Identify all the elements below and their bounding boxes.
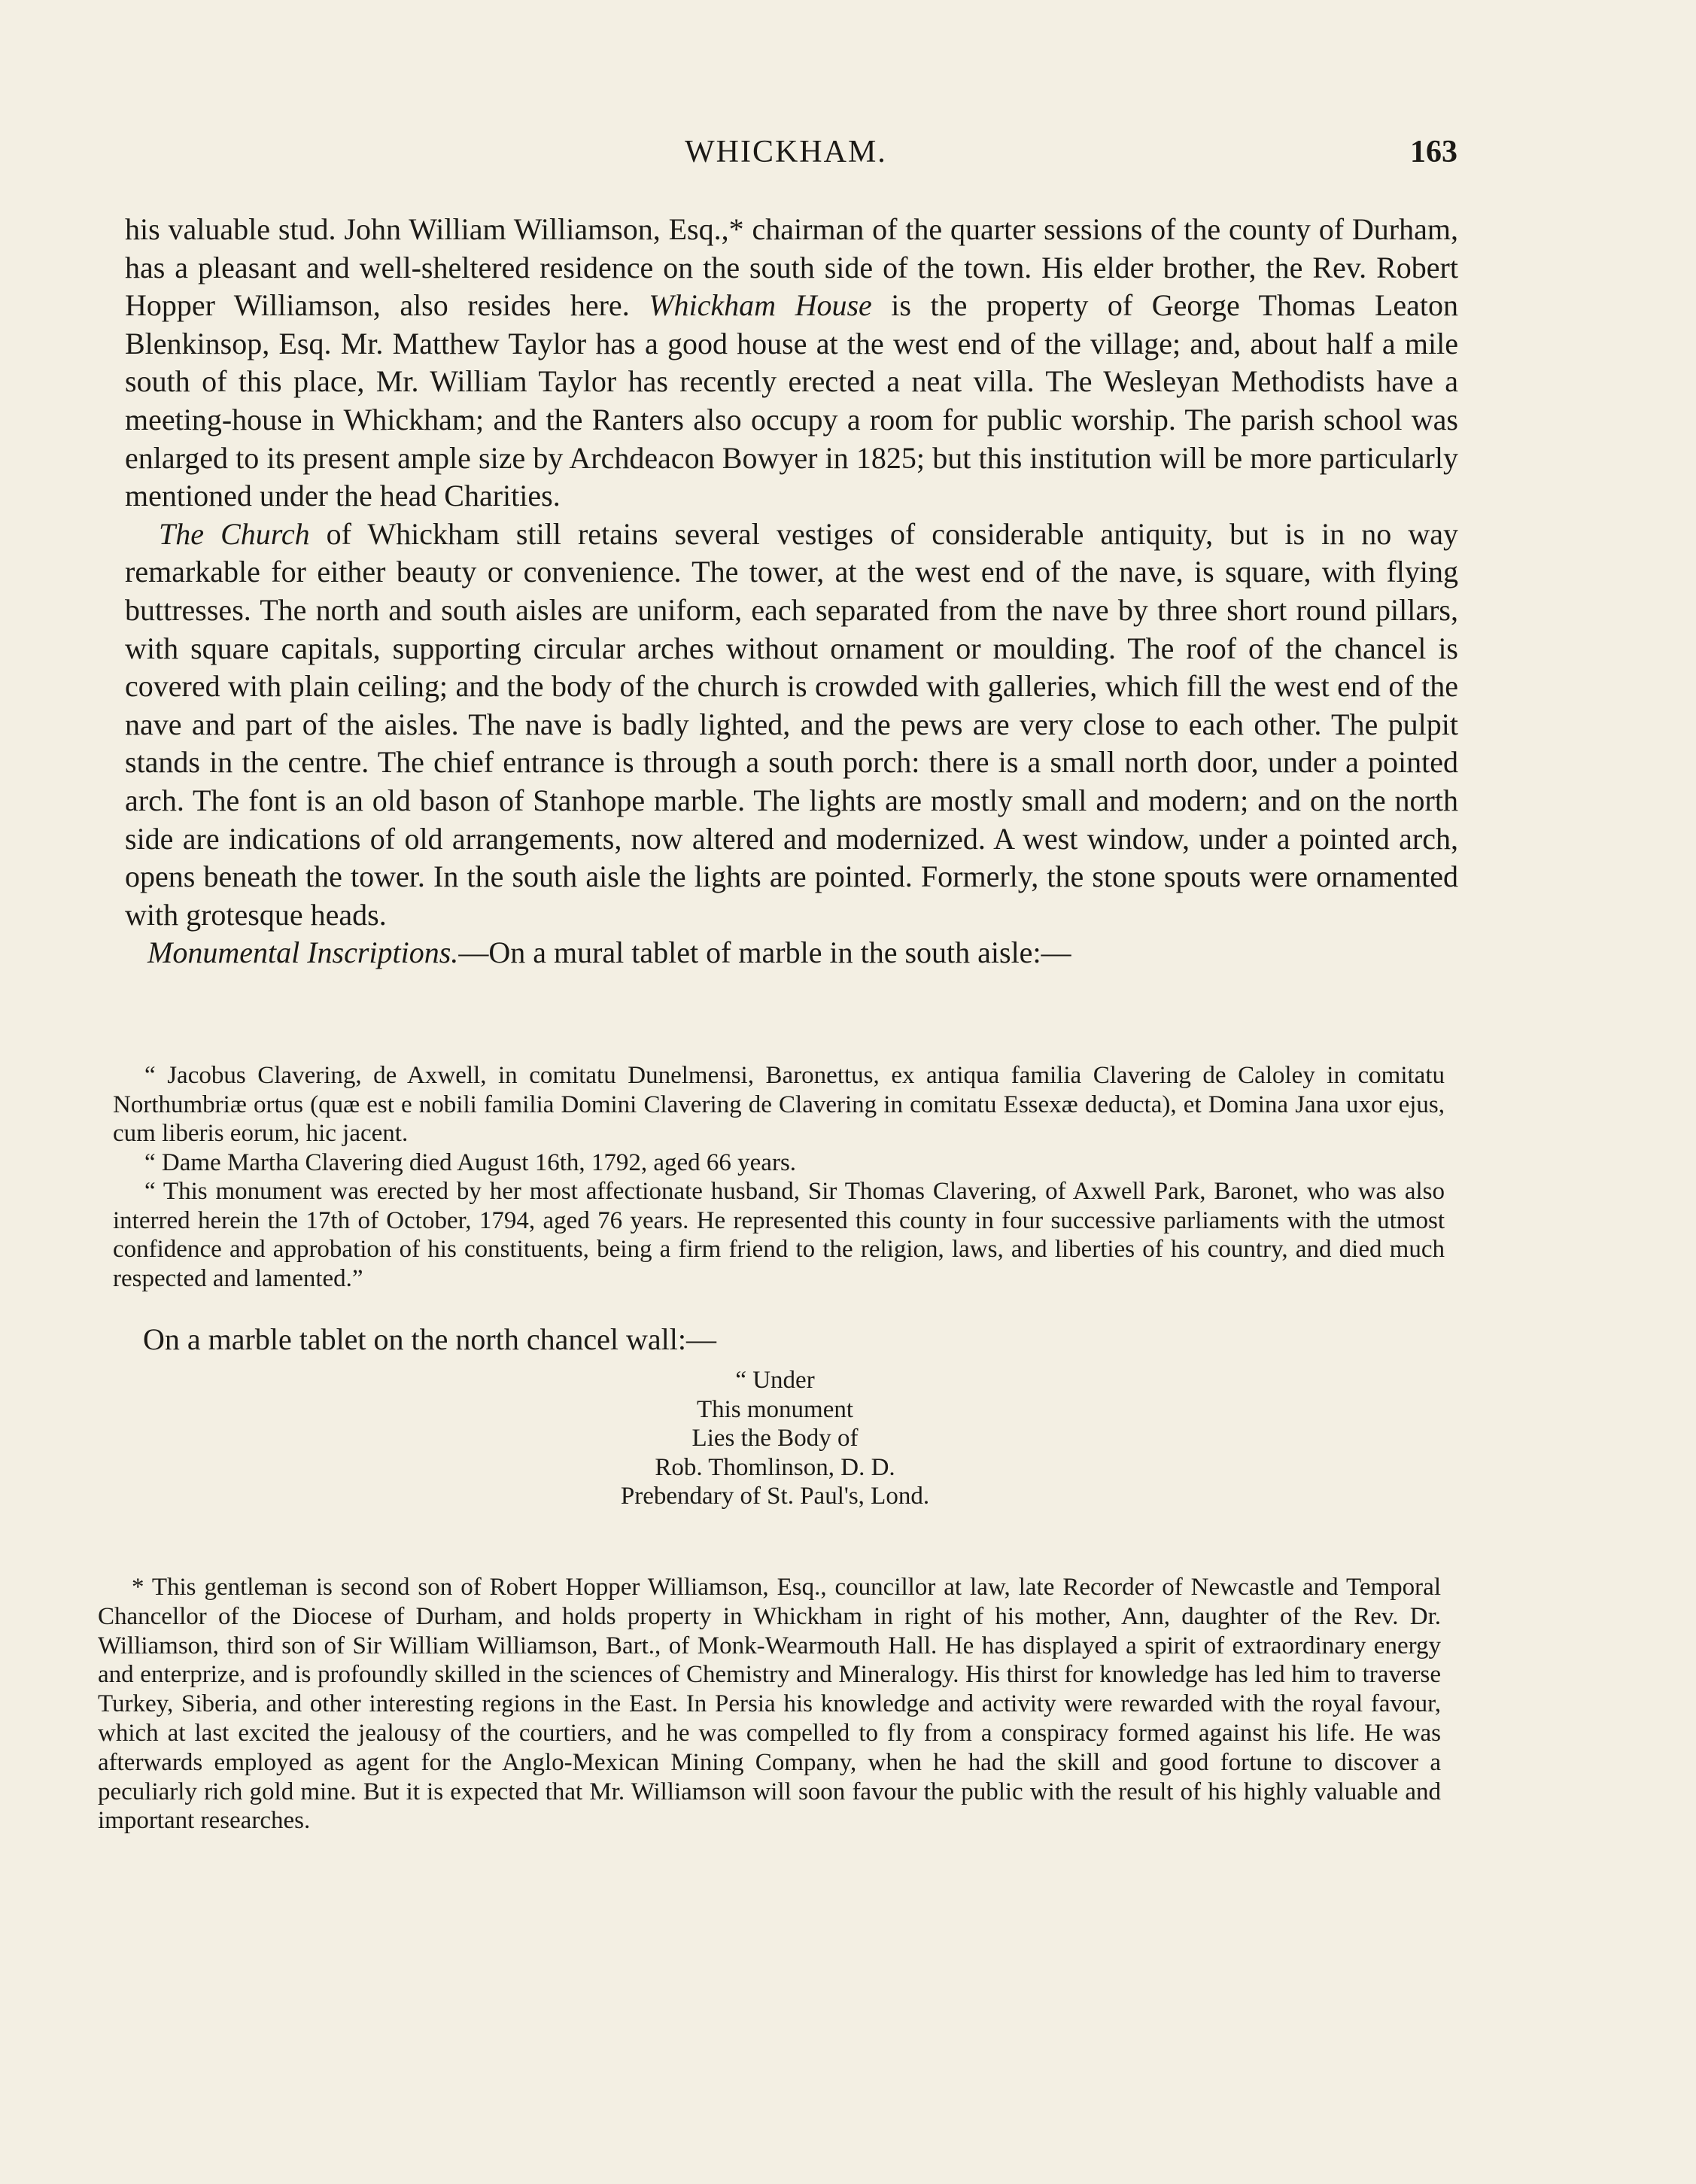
tablet-inscription (489, 1366, 1061, 1511)
section-heading-inscriptions: Monumental Inscriptions. (147, 935, 459, 970)
tablet-line: “ Under (735, 1367, 815, 1394)
paragraph-inscriptions (125, 934, 1458, 972)
paragraph-residences (125, 211, 1458, 516)
tablet-intro: On a marble tablet on the north chancel wall:— (143, 1322, 716, 1356)
inscription-line: “ Jacobus Clavering, de Axwell, in comitatu Dunelmensi, Baronettus, ex antiqua familia Clavering de Caloley in comitatu Northumbriæ ortus (quæ est e nobili familia Domini Clavering de Clavering in comitatu Essexæ deducta), et Domina Jana uxor ejus, cum liberis eorum, hic jacent. (113, 1062, 1445, 1147)
house-name: Whickham House (649, 288, 872, 323)
tablet-line: Rob. Thomlinson, D. D. (655, 1453, 895, 1481)
main-text (125, 211, 1458, 972)
footnote (98, 1573, 1441, 1836)
inscription-block (113, 1061, 1445, 1293)
tablet-line: Lies the Body of (691, 1425, 859, 1452)
page-header (0, 134, 1696, 187)
tablet-line: This monument (696, 1395, 854, 1423)
tablet-line: Prebendary of St. Paul's, Lond. (620, 1483, 930, 1510)
paragraph-text: —On a mural tablet of marble in the south aisle:— (458, 935, 1071, 970)
paragraph-text: is the property of George Thomas Leaton Blenkinsop, Esq. Mr. Matthew Taylor has a good house at the west end of the village; and, about half a mile south of this place, Mr. William Taylor has recently erected a neat villa. The Wesleyan Methodists have a meeting-house in Whickham; and the Ranters also occupy a room for public worship. The parish school was enlarged to its present ample size by Archdeacon Bowyer in 1825; but this institution will be more particularly mentioned under the head Charities. (125, 288, 1458, 513)
section-heading-church: The Church (159, 516, 310, 551)
running-title: WHICKHAM. (685, 135, 887, 169)
inscription-line: “ This monument was erected by her most affectionate husband, Sir Thomas Clavering, of Axwell Park, Baronet, who was also interred herein the 17th of October, 1794, aged 76 years. He represented this county in four successive parliaments with the utmost confidence and approbation of his constituents, being a firm friend to the religion, laws, and liberties of his country, and died much respected and lamented.” (113, 1178, 1445, 1292)
inscription-line: “ Dame Martha Clavering died August 16th, 1792, aged 66 years. (144, 1148, 797, 1176)
footnote-text: * This gentleman is second son of Robert Hopper Williamson, Esq., councillor at law, late Recorder of Newcastle and Temporal Chancellor of the Diocese of Durham, and holds property in Whickham in right of his mother, Ann, daughter of the Rev. Dr. Williamson, third son of Sir William Williamson, Bart., of Monk-Wearmouth Hall. He has displayed a spirit of extraordinary energy and enterprize, and is profoundly skilled in the sciences of Chemistry and Mineralogy. His thirst for knowledge has led him to traverse Turkey, Siberia, and other interesting regions in the East. In Persia his knowledge and activity were rewarded with the royal favour, which at last excited the jealousy of the courtiers, and he was compelled to fly from a conspiracy formed against his life. He was afterwards employed as agent for the Anglo-Mexican Mining Company, when he had the skill and good fortune to discover a peculiarly rich gold mine. But it is expected that Mr. Williamson will soon favour the public with the result of his highly valuable and important researches. (98, 1574, 1441, 1835)
paragraph-text: of Whickham still retains several vestiges of considerable antiquity, but is in no way remarkable for either beauty or convenience. The tower, at the west end of the nave, is square, with flying buttresses. The north and south aisles are uniform, each separated from the nave by three short round pillars, with square capitals, supporting circular arches without ornament or moulding. The roof of the chancel is covered with plain ceiling; and the body of the church is crowded with galleries, which fill the west end of the nave and part of the aisles. The nave is badly lighted, and the pews are very close to each other. The pulpit stands in the centre. The chief entrance is through a south porch: there is a small north door, under a pointed arch. The font is an old bason of Stanhope marble. The lights are mostly small and modern; and on the north side are indications of old arrangements, now altered and modernized. A west window, under a pointed arch, opens beneath the tower. In the south aisle the lights are pointed. Formerly, the stone spouts were ornamented with grotesque heads. (125, 516, 1459, 932)
paragraph-text: his valuable stud. John William Williamson, Esq.,* chairman of the quarter sessions of the county of Durham, has a pleasant and well-sheltered residence on the south side of the town. His elder brother, the Rev. Robert Hopper Williamson, also resides here. (125, 212, 1458, 323)
page-number: 163 (1410, 135, 1457, 169)
paragraph-church (125, 516, 1458, 935)
